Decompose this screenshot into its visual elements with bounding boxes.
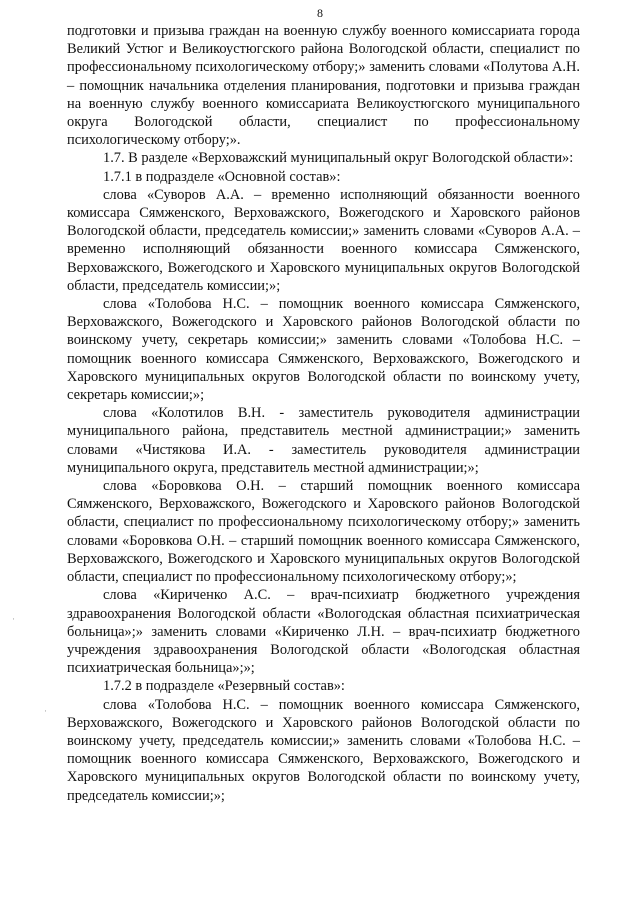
subsection-heading: 1.7.2 в подразделе «Резервный состав»:: [103, 678, 345, 695]
document-body: [67, 22, 580, 805]
scan-speck: ·: [12, 614, 15, 624]
paragraph: слова «Толобова Н.С. – помощник военного комиссара Сямженского, Верховажского, Вожегодского и Харовского районов Вологодской области по воинскому учету, секретарь комиссии;» заменить словами «Толобова Н.С. – помощник военного комиссара Сямженского, Верховажского, Вожегодского и Харовского муниципальных округов Вологодской области по воинскому учету, секретарь комиссии;»;: [67, 296, 580, 404]
paragraph: слова «Толобова Н.С. – помощник военного комиссара Сямженского, Верховажского, Вожегодского и Харовского районов Вологодской области по воинскому учету, председатель комиссии;» заменить словами «Толобова Н.С. – помощник военного комиссара Сямженского, Верховажского, Вожегодского и Харовского муниципальных округов Вологодской области по воинскому учету, председатель комиссии;»;: [67, 696, 580, 804]
section-heading: 1.7. В разделе «Верховажский муниципальный округ Вологодской области»:: [103, 150, 574, 167]
paragraph: подготовки и призыва граждан на военную службу военного комиссариата города Великий Устюг и Великоустюгского района Вологодской области, специалист по профессиональному психологическому отбору;» заменить словами «Полутова А.Н. – помощник начальника отделения планирования, подготовки и призыва граждан на военную службу военного комиссариата Великоустюгского муниципального округа Вологодской области, специалист по профессиональному психологическому отбору;».: [67, 23, 580, 149]
paragraph: слова «Суворов А.А. – временно исполняющий обязанности военного комиссара Сямженского, Верховажского, Вожегодского и Харовского районов Вологодской области, председатель комиссии;» заменить словами «Суворов А.А. – временно исполняющий обязанности военного комиссара Сямженского, Верховажского, Вожегодского и Харовского муниципальных округов Вологодской области, председатель комиссии;»;: [67, 186, 580, 294]
paragraph: слова «Боровкова О.Н. – старший помощник военного комиссара Сямженского, Верховажского, Вожегодского и Харовского районов Вологодской области, специалист по профессиональному психологическому отбору;» заменить словами «Боровкова О.Н. – старший помощник военного комиссара Сямженского, Верховажского, Вожегодского и Харовского муниципальных округов Вологодской области, специалист по профессиональному психологическому отбору;»;: [67, 478, 580, 586]
paragraph: слова «Колотилов В.Н. - заместитель руководителя администрации муниципального района, представитель местной администрации;» заменить словами «Чистякова И.А. - заместитель руководителя администрации муниципального округа, представитель местной администрации;»;: [67, 405, 580, 476]
subsection-heading: 1.7.1 в подразделе «Основной состав»:: [103, 168, 341, 185]
paragraph: слова «Кириченко А.С. – врач-психиатр бюджетного учреждения здравоохранения Вологодской области «Вологодская областная психиатрическая больница»;» заменить словами «Кириченко Л.Н. – врач-психиатр бюджетного учреждения здравоохранения Вологодской области «Вологодская областная психиатрическая больница»;»;: [67, 587, 580, 677]
page-number: 8: [317, 6, 323, 20]
scan-speck: ·: [44, 706, 47, 716]
